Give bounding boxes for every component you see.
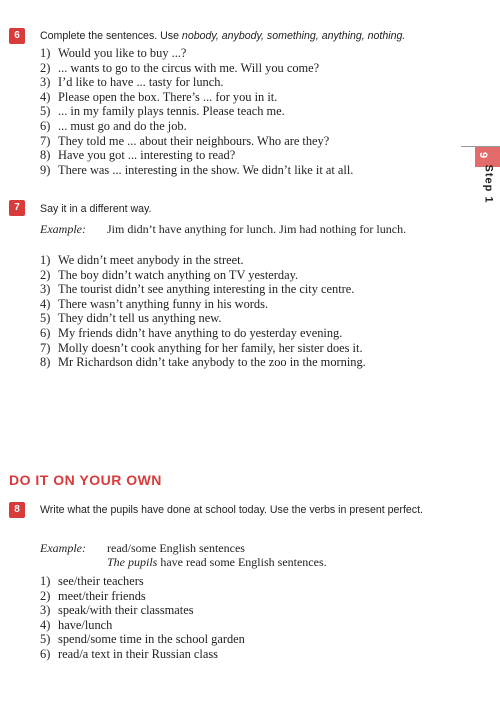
list-item bbox=[40, 253, 445, 268]
item-text: Have you got ... interesting to read? bbox=[58, 148, 236, 163]
exercise-8-example-label: Example: bbox=[40, 541, 86, 555]
side-tab-step-label: Step 1 bbox=[482, 164, 495, 204]
item-text: spend/some time in the school garden bbox=[58, 632, 245, 647]
exercise-8-badge: 8 bbox=[9, 502, 25, 518]
item-number: 4) bbox=[40, 617, 51, 632]
item-number: 1) bbox=[40, 46, 51, 60]
item-number: 2) bbox=[40, 267, 51, 282]
item-number: 6) bbox=[40, 325, 51, 340]
list-item bbox=[40, 297, 445, 312]
exercise-6-instruction-text: Complete the sentences. Use bbox=[40, 30, 182, 42]
exercise-8-instruction: Write what the pupils have done at school today. Use the verbs in present perfect. bbox=[40, 504, 423, 516]
item-number: 9) bbox=[40, 162, 51, 177]
item-text: ... in my family plays tennis. Please teach me. bbox=[58, 104, 285, 119]
item-number: 4) bbox=[40, 89, 51, 104]
item-number: 5) bbox=[40, 104, 51, 119]
item-text: ... wants to go to the circus with me. Will you come? bbox=[58, 60, 320, 75]
list-item bbox=[40, 163, 445, 178]
list-item bbox=[40, 61, 445, 76]
item-number: 4) bbox=[40, 296, 51, 311]
section-heading: DO IT ON YOUR OWN bbox=[9, 472, 162, 488]
item-text: There wasn’t anything funny in his words. bbox=[58, 296, 269, 311]
list-item bbox=[40, 148, 445, 163]
list-item bbox=[40, 647, 445, 662]
exercise-7-example-label: Example: bbox=[40, 222, 86, 236]
list-item bbox=[40, 341, 445, 356]
item-number: 3) bbox=[40, 603, 51, 618]
item-text: The tourist didn’t see anything interesting in the city centre. bbox=[58, 282, 355, 297]
item-text: Molly doesn’t cook anything for her family, her sister does it. bbox=[58, 340, 363, 355]
item-text: speak/with their classmates bbox=[58, 603, 194, 618]
item-number: 7) bbox=[40, 133, 51, 148]
item-number: 6) bbox=[40, 646, 51, 661]
item-text: My friends didn’t have anything to do yesterday evening. bbox=[58, 325, 343, 340]
item-text: Would you like to buy ...? bbox=[58, 46, 187, 60]
item-text: The boy didn’t watch anything on TV yesterday. bbox=[58, 267, 299, 282]
exercise-8-example-italic: The pupils bbox=[107, 555, 158, 569]
item-number: 6) bbox=[40, 118, 51, 133]
list-item bbox=[40, 311, 445, 326]
exercise-6-instruction-words: nobody, anybody, something, anything, nothing. bbox=[181, 30, 406, 42]
list-item bbox=[40, 603, 445, 618]
item-number: 1) bbox=[40, 253, 51, 267]
item-text: ... must go and do the job. bbox=[58, 118, 187, 133]
exercise-7-example bbox=[40, 222, 445, 236]
item-number: 1) bbox=[40, 574, 51, 588]
exercise-8-list bbox=[40, 574, 445, 662]
item-text: They told me ... about their neighbours. Who are they? bbox=[58, 133, 330, 148]
exercise-8-example bbox=[40, 541, 445, 569]
side-tab bbox=[475, 147, 500, 207]
exercise-7-list bbox=[40, 253, 445, 370]
list-item bbox=[40, 104, 445, 119]
exercise-8-example-line2: have read some English sentences. bbox=[157, 555, 327, 569]
side-tab-number: 9 bbox=[477, 151, 490, 159]
list-item bbox=[40, 46, 445, 61]
item-text: have/lunch bbox=[58, 617, 113, 632]
list-item bbox=[40, 618, 445, 633]
item-text: We didn’t meet anybody in the street. bbox=[58, 253, 244, 267]
exercise-8-example-line1: read/some English sentences bbox=[107, 541, 245, 555]
item-text: read/a text in their Russian class bbox=[58, 646, 219, 661]
list-item bbox=[40, 632, 445, 647]
list-item bbox=[40, 355, 445, 370]
list-item bbox=[40, 589, 445, 604]
item-number: 8) bbox=[40, 148, 51, 163]
list-item bbox=[40, 326, 445, 341]
item-text: I’d like to have ... tasty for lunch. bbox=[58, 75, 224, 90]
item-text: Mr Richardson didn’t take anybody to the zoo in the morning. bbox=[58, 355, 366, 370]
list-item bbox=[40, 574, 445, 589]
exercise-6-badge: 6 bbox=[9, 28, 25, 44]
item-text: There was ... interesting in the show. We didn’t like it at all. bbox=[58, 162, 354, 177]
item-text: see/their teachers bbox=[58, 574, 144, 588]
exercise-6-list bbox=[40, 46, 445, 177]
list-item bbox=[40, 134, 445, 149]
list-item bbox=[40, 282, 445, 297]
item-text: Please open the box. There’s ... for you in it. bbox=[58, 89, 278, 104]
item-number: 8) bbox=[40, 355, 51, 370]
list-item bbox=[40, 119, 445, 134]
item-number: 3) bbox=[40, 282, 51, 297]
item-number: 3) bbox=[40, 75, 51, 90]
item-text: meet/their friends bbox=[58, 588, 146, 603]
list-item bbox=[40, 90, 445, 105]
item-number: 2) bbox=[40, 588, 51, 603]
exercise-6-instruction bbox=[40, 29, 405, 43]
item-number: 5) bbox=[40, 632, 51, 647]
exercise-7-instruction: Say it in a different way. bbox=[40, 203, 152, 215]
item-number: 7) bbox=[40, 340, 51, 355]
exercise-7-badge: 7 bbox=[9, 200, 25, 216]
exercise-7-example-text: Jim didn’t have anything for lunch. Jim had nothing for lunch. bbox=[107, 222, 407, 236]
list-item bbox=[40, 75, 445, 90]
list-item bbox=[40, 268, 445, 283]
item-text: They didn’t tell us anything new. bbox=[58, 311, 222, 326]
item-number: 5) bbox=[40, 311, 51, 326]
item-number: 2) bbox=[40, 60, 51, 75]
